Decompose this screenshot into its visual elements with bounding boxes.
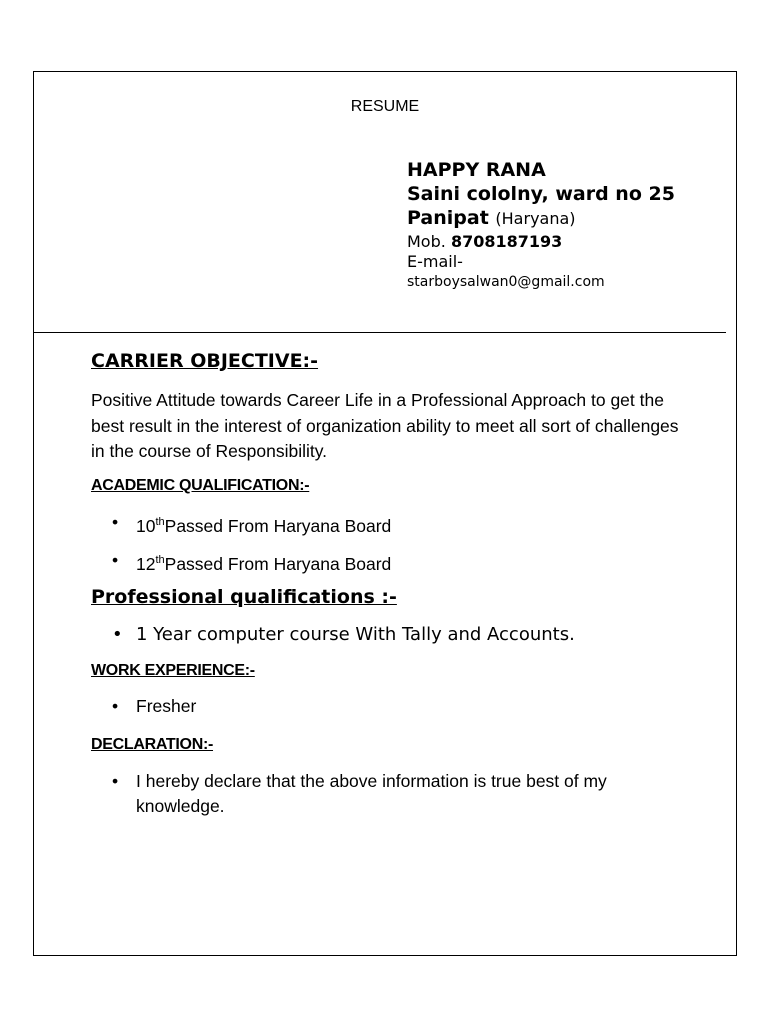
candidate-name: HAPPY RANA <box>407 159 546 181</box>
bullet-icon: • <box>112 771 119 791</box>
bullet-icon: • <box>112 696 119 716</box>
state: (Haryana) <box>495 209 576 228</box>
bullet-icon: • <box>112 624 123 645</box>
email-label: E-mail- <box>407 252 463 271</box>
declaration-heading: DECLARATION:- <box>91 736 214 753</box>
city: Panipat <box>407 207 489 229</box>
mobile-label: Mob. <box>407 232 446 251</box>
mobile-number: 8708187193 <box>450 232 563 251</box>
contact-block <box>407 158 697 292</box>
document-title: RESUME <box>350 98 420 115</box>
resume-page: RESUME HAPPY RANA Saini cololny, ward no 25 Panipat (Haryana) Mob. 8708187193 E-mail- starboysalwan0@gmail.com CARRIER OBJECTIVE:- Positive Attitude towards Career Life in a Professional Approach to get the best result in the interest of organization ability to meet all sort of challenges in the course of Responsibility. ACADEMIC QUALIFICATION:- • 10thPassed From Haryana Board • 12thPassed From Haryana Board Professional qualifications :- • 1 Year computer course With Tally and Accounts. WORK EXPERIENCE:- • Fresher DECLARATION:- • I hereby declare that the above information is true best of my knowledge. <box>33 71 737 956</box>
city-line <box>407 206 697 231</box>
objective-text: Positive Attitude towards Career Life in a Professional Approach to get the best result in the interest of organization ability to meet all sort of challenges in the course of Responsibility. <box>91 390 679 461</box>
professional-heading: Professional qualifications :- <box>91 586 397 608</box>
email-address[interactable]: starboysalwan0@gmail.com <box>407 274 605 290</box>
bullet-icon: • <box>112 550 119 570</box>
work-heading: WORK EXPERIENCE:- <box>91 662 255 679</box>
academic-heading: ACADEMIC QUALIFICATION:- <box>91 477 310 494</box>
objective-heading: CARRIER OBJECTIVE:- <box>91 350 319 372</box>
header-divider <box>34 332 726 333</box>
address-line: Saini cololny, ward no 25 <box>407 183 675 205</box>
bullet-icon: • <box>112 512 119 532</box>
mobile-line <box>407 231 697 252</box>
